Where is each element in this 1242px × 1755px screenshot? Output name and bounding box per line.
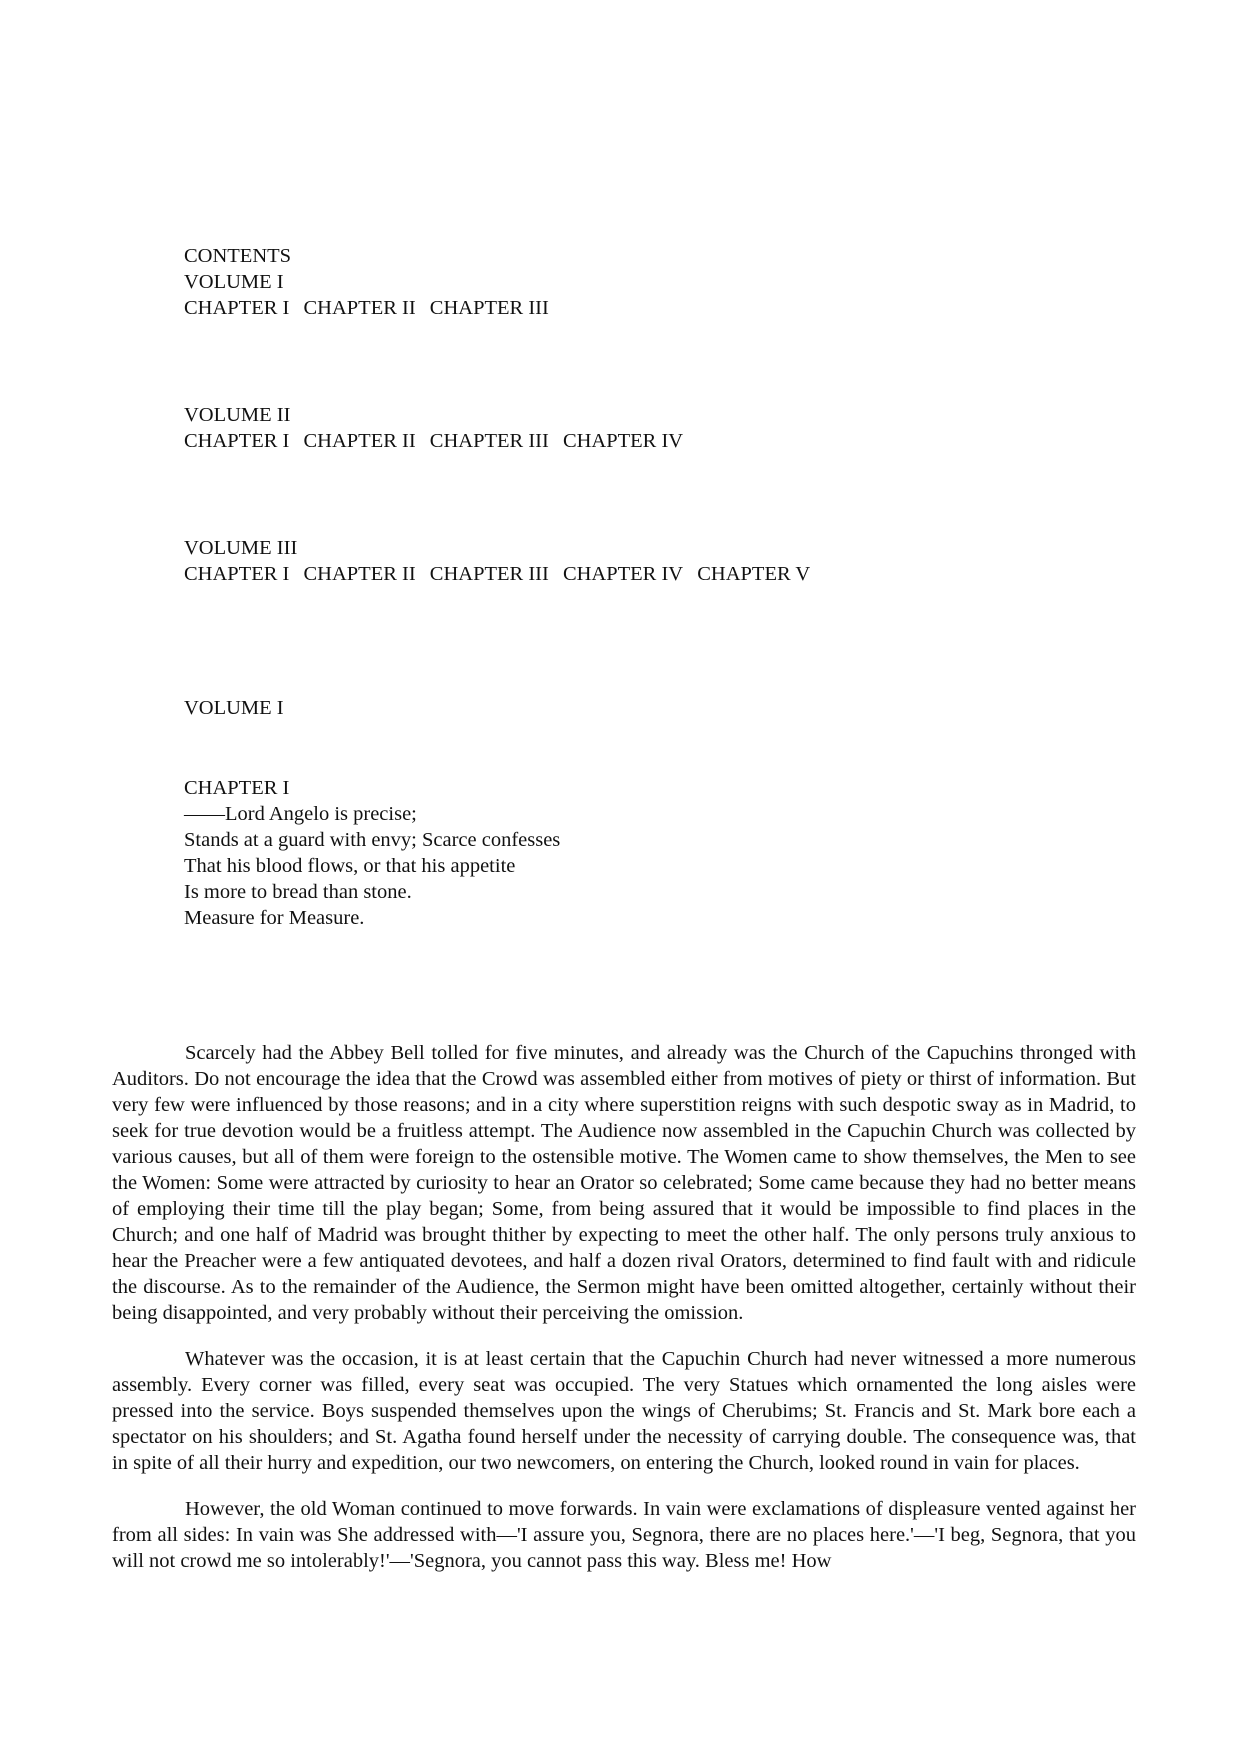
toc-v2-chapter-4[interactable]: CHAPTER IV xyxy=(562,430,684,452)
volume-heading: VOLUME I xyxy=(184,697,284,719)
toc-v3-chapter-5[interactable]: CHAPTER V xyxy=(697,563,811,585)
body-paragraph: However, the old Woman continued to move forwards. In vain were exclamations of displeasure vented against her from all sides: In vain was She addressed with—'I assure you, Segnora, there are no places here.'—'I beg, Segnora, that you will not crowd me so intolerably!'—'Segnora, you cannot pass this way. Bless me! How xyxy=(112,1498,1136,1572)
toc-v3-chapter-4[interactable]: CHAPTER IV xyxy=(562,563,684,585)
toc-v1-chapter-3[interactable]: CHAPTER III xyxy=(429,297,549,319)
chapter-heading: CHAPTER I xyxy=(184,777,290,799)
epigraph-source: Measure for Measure. xyxy=(184,907,365,929)
toc-volume-label[interactable]: VOLUME II xyxy=(184,404,291,426)
toc-volume-label[interactable]: VOLUME I xyxy=(184,271,284,293)
toc-volume-3 xyxy=(184,535,1084,587)
toc-volume-label[interactable]: VOLUME III xyxy=(184,537,298,559)
epigraph-line: ——Lord Angelo is precise; xyxy=(184,803,417,825)
toc-v2-chapter-3[interactable]: CHAPTER III xyxy=(429,430,549,452)
body-paragraph: Scarcely had the Abbey Bell tolled for five minutes, and already was the Church of the Capuchins thronged with Auditors. Do not encourage the idea that the Crowd was assembled either from motives of piety or thirst of information. But very few were influenced by those reasons; and in a city where superstition reigns with such despotic sway as in Madrid, to seek for true devotion would be a fruitless attempt. The Audience now assembled in the Capuchin Church was collected by various causes, but all of them were foreign to the ostensible motive. The Women came to show themselves, the Men to see the Women: Some were attracted by curiosity to hear an Orator so celebrated; Some came because they had no better means of employing their time till the play began; Some, from being assured that it would be impossible to find places in the Church; and one half of Madrid was brought thither by expecting to meet the other half. The only persons truly anxious to hear the Preacher were a few antiquated devotees, and half a dozen rival Orators, determined to find fault with and ridicule the discourse. As to the remainder of the Audience, the Sermon might have been omitted altogether, certainly without their being disappointed, and very probably without their perceiving the omission. xyxy=(112,1042,1136,1324)
chapter-body xyxy=(112,1040,1136,1594)
epigraph-line: Is more to bread than stone. xyxy=(184,881,412,903)
epigraph-line: Stands at a guard with envy; Scarce confesses xyxy=(184,829,561,851)
toc-heading: CONTENTS xyxy=(184,245,292,267)
body-paragraph: Whatever was the occasion, it is at least certain that the Capuchin Church had never witnessed a more numerous assembly. Every corner was filled, every seat was occupied. The very Statues which ornamented the long aisles were pressed into the service. Boys suspended themselves upon the wings of Cherubims; St. Francis and St. Mark bore each a spectator on his shoulders; and St. Agatha found herself under the necessity of carrying double. The consequence was, that in spite of all their hurry and expedition, our two newcomers, on entering the Church, looked round in vain for places. xyxy=(112,1348,1136,1474)
toc-volume-2 xyxy=(184,402,1084,454)
toc-chapter-list xyxy=(184,295,1084,321)
toc-v2-chapter-1[interactable]: CHAPTER I xyxy=(184,430,290,452)
toc-v3-chapter-3[interactable]: CHAPTER III xyxy=(429,563,549,585)
toc-v3-chapter-1[interactable]: CHAPTER I xyxy=(184,563,290,585)
toc-chapter-list xyxy=(184,428,1084,454)
toc-chapter-list xyxy=(184,561,1084,587)
toc-v1-chapter-2[interactable]: CHAPTER II xyxy=(303,297,416,319)
toc-v3-chapter-2[interactable]: CHAPTER II xyxy=(303,563,416,585)
toc-title xyxy=(184,243,1084,269)
toc-v1-chapter-1[interactable]: CHAPTER I xyxy=(184,297,290,319)
epigraph-line: That his blood flows, or that his appetite xyxy=(184,855,516,877)
chapter-opening xyxy=(184,775,560,931)
toc-v2-chapter-2[interactable]: CHAPTER II xyxy=(303,430,416,452)
toc-volume-1 xyxy=(184,269,1084,321)
